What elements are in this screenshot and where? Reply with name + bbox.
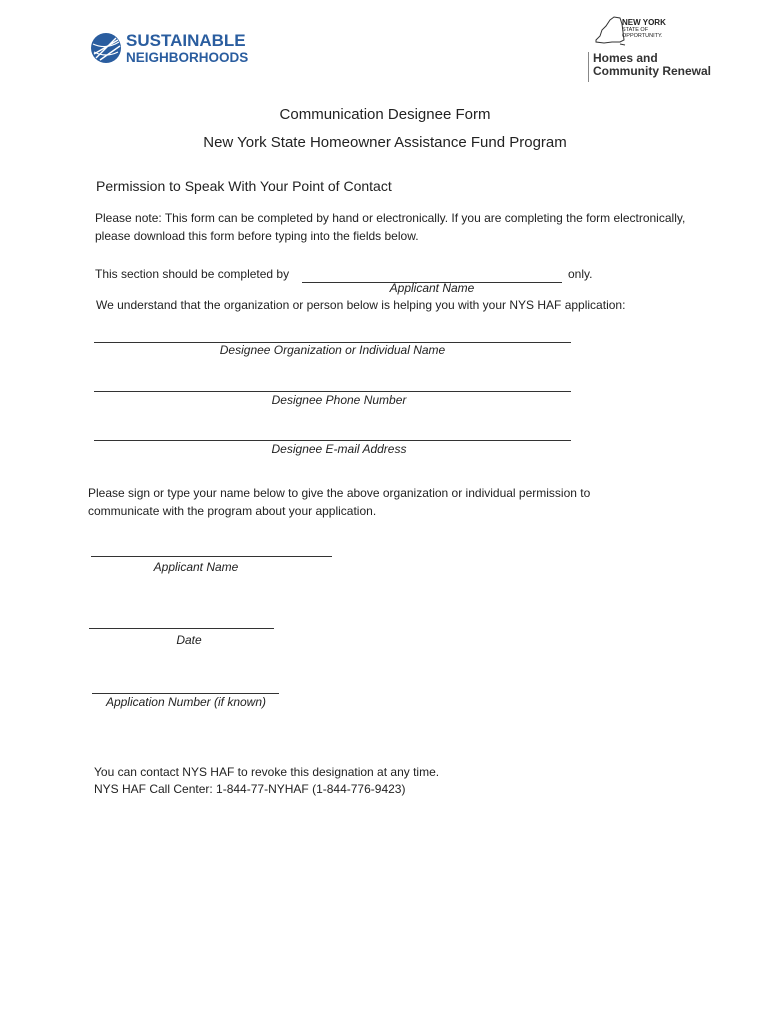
- application-number-line[interactable]: [92, 693, 279, 694]
- note-line1: Please note: This form can be completed by hand or electronically. If you are completing the form electronically,: [95, 211, 686, 225]
- globe-icon: [90, 32, 122, 64]
- completed-by-prefix: This section should be completed by: [95, 267, 290, 281]
- applicant-signature-caption: Applicant Name: [153, 560, 239, 574]
- ny-state-wordmark: [622, 19, 666, 39]
- sustainable-neighborhoods-logo: [90, 30, 260, 70]
- note-line2: please download this form before typing into the fields below.: [95, 229, 419, 243]
- new-york-state-outline-icon: [590, 14, 626, 52]
- section-heading: Permission to Speak With Your Point of Contact: [96, 178, 392, 194]
- understand-text: We understand that the organization or person below is helping you with your NYS HAF application:: [96, 298, 626, 312]
- logo-text-line2: NEIGHBORHOODS: [126, 50, 249, 65]
- designee-email-caption: Designee E-mail Address: [271, 442, 407, 456]
- date-line[interactable]: [89, 628, 274, 629]
- footer-line2: NYS HAF Call Center: 1-844-77-NYHAF (1-844-776-9423): [94, 782, 406, 796]
- sign-text-line1: Please sign or type your name below to give the above organization or individual permission to: [88, 486, 591, 500]
- logo-text-line1: SUSTAINABLE: [126, 31, 246, 50]
- ny-line3: OPPORTUNITY.: [622, 33, 663, 39]
- logo-divider: [588, 52, 589, 82]
- sign-text-line2: communicate with the program about your application.: [88, 504, 377, 518]
- designee-phone-caption: Designee Phone Number: [271, 393, 407, 407]
- hcr-wordmark: [593, 52, 711, 78]
- form-subtitle: New York State Homeowner Assistance Fund Program: [203, 134, 567, 151]
- completed-by-suffix: only.: [568, 267, 593, 281]
- application-number-caption: Application Number (if known): [105, 695, 267, 709]
- form-title: Communication Designee Form: [279, 106, 491, 123]
- designee-phone-line[interactable]: [94, 391, 571, 392]
- applicant-signature-line[interactable]: [91, 556, 332, 557]
- footer-line1: You can contact NYS HAF to revoke this designation at any time.: [94, 765, 440, 779]
- ny-line2: STATE OF: [622, 27, 649, 33]
- date-caption: Date: [176, 633, 202, 647]
- designee-org-caption: Designee Organization or Individual Name: [219, 343, 446, 357]
- ny-line1: NEW YORK: [622, 18, 666, 27]
- applicant-name-caption: Applicant Name: [389, 281, 475, 295]
- nys-hcr-logo: [588, 14, 718, 82]
- hcr-line1: Homes and: [593, 51, 658, 65]
- hcr-line2: Community Renewal: [593, 64, 712, 78]
- designee-email-line[interactable]: [94, 440, 571, 441]
